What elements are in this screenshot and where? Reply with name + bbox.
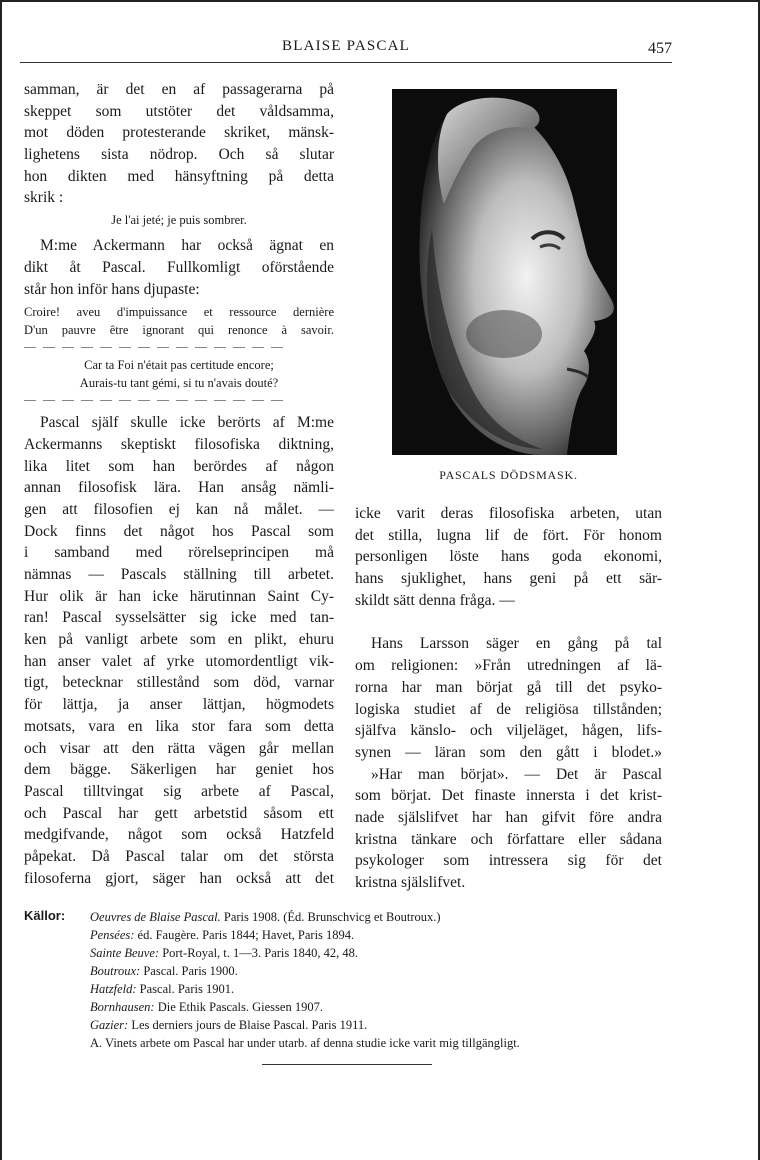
text-line: ken på vanligt arbete som en plikt, ehuru bbox=[24, 631, 334, 649]
text-line: Pascal tilltvingat sig arbete af Pascal, bbox=[24, 782, 334, 800]
text-line: nade själslifvet har han gifvit före andra bbox=[355, 808, 662, 826]
text-line: som börjat. Det finaste innersta i det krist- bbox=[355, 787, 662, 805]
verse-line: Car ta Foi n'était pas certitude encore; bbox=[84, 358, 274, 373]
text-line: logiska studiet af de religiösa tillstånden; bbox=[355, 700, 662, 718]
text-line: tigt, betecknar stillestånd som död, varnar bbox=[24, 674, 334, 692]
text-line: Hur olik är han icke härutinnan Saint Cy- bbox=[24, 587, 334, 605]
text-line: annan filosofisk lära. Han ansåg nämli- bbox=[24, 479, 334, 497]
text-line: ran! Pascal sysselsätter sig icke med tan- bbox=[24, 609, 334, 627]
text-line: Hans Larsson säger en gång på tal bbox=[371, 635, 662, 653]
quote-line: Je l'ai jeté; je puis sombrer. bbox=[111, 213, 247, 228]
source-entry: Gazier: Les derniers jours de Blaise Pascal. Paris 1911. bbox=[90, 1018, 368, 1032]
running-title: BLAISE PASCAL bbox=[282, 38, 410, 54]
source-entry: Boutroux: Pascal. Paris 1900. bbox=[90, 964, 238, 978]
text-line: mot döden protesterande skriket, mänsk- bbox=[24, 124, 334, 142]
death-mask-photo bbox=[392, 89, 617, 455]
text-line: kristna tänkare och författare eller sådana bbox=[355, 830, 662, 848]
source-entry: Bornhausen: Die Ethik Pascals. Giessen 1907. bbox=[90, 1000, 323, 1014]
text-line: Ackermanns skeptiskt filosofiska diktning, bbox=[24, 435, 334, 453]
source-entry: A. Vinets arbete om Pascal har under utarb. af denna studie icke varit mig tillgängligt. bbox=[90, 1036, 520, 1050]
ellipsis-dashes: — — — — — — — — — — — — — — bbox=[24, 392, 285, 407]
text-line: lighetens sista nödrop. Och så slutar bbox=[24, 146, 334, 164]
text-line: nämnas — Pascals ställning till arbetet. bbox=[24, 566, 334, 583]
text-line: synen — läran som den gått i blodet.» bbox=[355, 743, 662, 761]
verse-line: Aurais-tu tant gémi, si tu n'avais douté? bbox=[79, 376, 279, 391]
page-header bbox=[20, 38, 672, 64]
text-line: om religionen: »Från utredningen af lä- bbox=[355, 657, 662, 675]
bottom-rule bbox=[262, 1064, 432, 1065]
death-mask-image bbox=[392, 89, 617, 455]
text-line: dem bägge. Säkerligen har geniet hos bbox=[24, 761, 334, 779]
text-line: dikt åt Pascal. Fullkomligt oförstående bbox=[24, 258, 334, 276]
page-frame-top bbox=[0, 0, 760, 2]
text-line: filosoferna gjort, säger han också att det bbox=[24, 869, 334, 887]
text-line: för lättja, ja anser lättjan, högmodets bbox=[24, 696, 334, 714]
text-line: icke varit deras filosofiska arbeten, utan bbox=[355, 505, 662, 522]
text-line: och visar att den rätta vägen går mellan bbox=[24, 739, 334, 757]
text-line: står hon inför hans djupaste: bbox=[24, 280, 200, 298]
left-column bbox=[24, 79, 334, 889]
text-line: hans sjuklighet, hans geni på ett sär- bbox=[355, 570, 662, 588]
text-line: hon dikten med hänsyftning på detta bbox=[24, 167, 334, 185]
text-line: rorna har man börjat gå till det psyko- bbox=[355, 678, 662, 696]
text-line: det stilla, lugna lif de fört. För honom bbox=[355, 526, 662, 544]
text-line: själfva känslo- och viljeläget, hågen, lifs- bbox=[355, 722, 662, 740]
text-line: psykologer som intressera sig för det bbox=[355, 852, 662, 870]
text-line: gen att filosofien ej kan nå målet. — bbox=[24, 500, 334, 518]
text-line: lika litet som han berördes af någon bbox=[24, 457, 334, 475]
text-line: Dock finns det något hos Pascal som bbox=[24, 522, 334, 540]
source-entry: Hatzfeld: Pascal. Paris 1901. bbox=[90, 982, 235, 996]
text-line: personligen löste hans goda ekonomi, bbox=[355, 548, 662, 566]
page-number: 457 bbox=[648, 40, 672, 57]
source-entry: Sainte Beuve: Port-Royal, t. 1—3. Paris 1840, 42, 48. bbox=[90, 946, 359, 960]
text-line: skeppet som utstöter det våldsamma, bbox=[24, 102, 334, 120]
text-line: M:me Ackermann har också ägnat en bbox=[40, 237, 334, 255]
verse-line: D'un pauvre être ignorant qui renonce à savoir. bbox=[24, 323, 334, 338]
figure-caption: PASCALS DÖDSMASK. bbox=[439, 468, 578, 482]
text-line: »Har man börjat». — Det är Pascal bbox=[371, 765, 662, 783]
ellipsis-dashes: — — — — — — — — — — — — — — bbox=[24, 339, 285, 354]
text-line: i samband med rörelseprincipen må bbox=[24, 544, 334, 562]
sources-label: Källor: bbox=[24, 908, 66, 923]
page-frame-left bbox=[0, 0, 2, 1160]
verse-line: Croire! aveu d'impuissance et ressource dernière bbox=[24, 305, 334, 320]
text-line: Pascal själf skulle icke berörts af M:me bbox=[40, 414, 334, 432]
source-entry: Oeuvres de Blaise Pascal. Paris 1908. (Éd. Brunschvicg et Boutroux.) bbox=[90, 910, 441, 924]
source-entry: Pensées: éd. Faugère. Paris 1844; Havet, Paris 1894. bbox=[90, 928, 355, 942]
text-line: skildt sätt denna fråga. — bbox=[355, 591, 515, 609]
text-line: påpekat. Då Pascal talar om det största bbox=[24, 847, 334, 865]
header-rule bbox=[20, 62, 672, 63]
text-line: skrik : bbox=[24, 189, 64, 207]
text-line: medgifvande, något som också Hatzfeld bbox=[24, 826, 334, 844]
text-line: han anser valet af yrke utomordentligt vik- bbox=[24, 652, 334, 670]
text-line: kristna själslifvet. bbox=[355, 874, 466, 891]
text-line: och Pascal har gett arbetstid såsom ett bbox=[24, 804, 334, 822]
text-line: motsats, vara en lika stor fara som detta bbox=[24, 717, 334, 735]
right-column bbox=[355, 503, 662, 894]
text-line: samman, är det en af passagerarna på bbox=[24, 81, 334, 98]
